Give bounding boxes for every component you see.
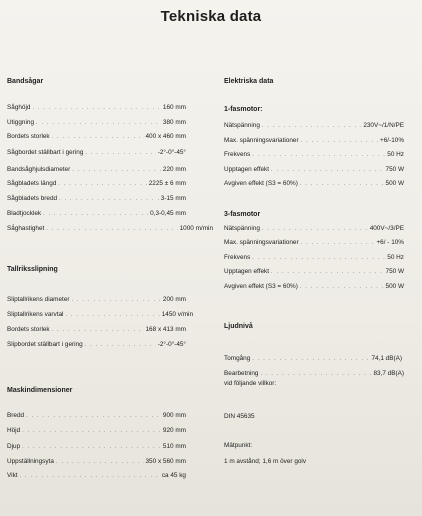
matpunkt-value: 1 m avstånd; 1,6 m över golv [224, 458, 307, 465]
spec-row: Nätspänning . . . 400V~/3/PE [224, 225, 404, 233]
spec-row: Bordets storlek . . . 168 x 413 mm [7, 326, 186, 334]
spec-row: Vikt . . . ca 45 kg [7, 472, 186, 480]
section-heading-elektriska: Elektriska data [224, 78, 274, 85]
standard-ref: DIN 45635 [224, 413, 255, 420]
spec-row: Bredd . . . 900 mm [7, 412, 186, 420]
spec-row: Upptagen effekt . . . 750 W [224, 268, 404, 276]
page-title: Tekniska data [160, 8, 262, 25]
spec-row: Djup . . . 510 mm [7, 443, 186, 451]
section-heading-ljudniva: Ljudnivå [224, 323, 253, 330]
spec-row: Såghöjd . . . 160 mm [7, 104, 186, 112]
spec-row: Höjd . . . 920 mm [7, 427, 186, 435]
conditions-note: vid följande villkor: [224, 380, 277, 387]
subheading-3-fasmotor: 3-fasmotor [224, 211, 261, 218]
spec-row: Bandsåghjulsdiameter . . . 220 mm [7, 166, 186, 174]
spec-row: Bearbetning . . . 83,7 dB(A) [224, 370, 404, 378]
section-heading-bandsagar: Bandsågar [7, 78, 44, 85]
matpunkt-label: Mätpunkt: [224, 442, 253, 449]
spec-row: Sågbladets längd . . . 2225 ± 6 mm [7, 180, 186, 188]
subheading-1-fasmotor: 1-fasmotor: [224, 106, 263, 113]
section-heading-maskindimensioner: Maskindimensioner [7, 387, 73, 394]
spec-row: Tomgång . . . 74,1 dB(A) [224, 355, 402, 363]
spec-row: Slipbordet ställbart i gering . . . -2°-0°-45° [7, 341, 186, 349]
spec-row: Frekvens . . . 50 Hz [224, 254, 404, 262]
spec-row: Frekvens . . . 50 Hz [224, 151, 404, 159]
spec-row: Max. spänningsvariationer . . . +6/-10% [224, 137, 404, 145]
spec-row: Avgiven effekt (S3 = 60%) . . . 500 W [224, 180, 404, 188]
spec-row: Sǻghastighet . . . 1000 m/min [7, 225, 213, 233]
spec-row: Avgiven effekt (S3 = 60%) . . . 500 W [224, 283, 404, 291]
spec-row: Sliptallrikens varvtal . . . 1450 v/min [7, 311, 193, 319]
spec-row: Nätspänning . . . 230V~/1/N/PE [224, 122, 404, 130]
spec-row: Bladtjocklek . . . 0,3-0,45 mm [7, 210, 186, 218]
spec-row: Bordets storlek . . . 400 x 460 mm [7, 133, 186, 141]
spec-row: Max. spänningsvariationer . . . +6/ - 10% [224, 239, 404, 247]
spec-row: Uppställningsyta . . . 350 x 560 mm [7, 458, 186, 466]
spec-row: Sågbladets bredd . . . 3-15 mm [7, 195, 186, 203]
spec-row: Sliptallrikens diameter . . . 200 mm [7, 296, 186, 304]
spec-row: Sågbordet ställbart i gering . . . -2°-0°-45° [7, 149, 186, 157]
spec-row: Utiggning . . . 380 mm [7, 119, 186, 127]
spec-row: Upptagen effekt . . . 750 W [224, 166, 404, 174]
section-heading-tallriksslipning: Tallriksslipning [7, 266, 58, 273]
